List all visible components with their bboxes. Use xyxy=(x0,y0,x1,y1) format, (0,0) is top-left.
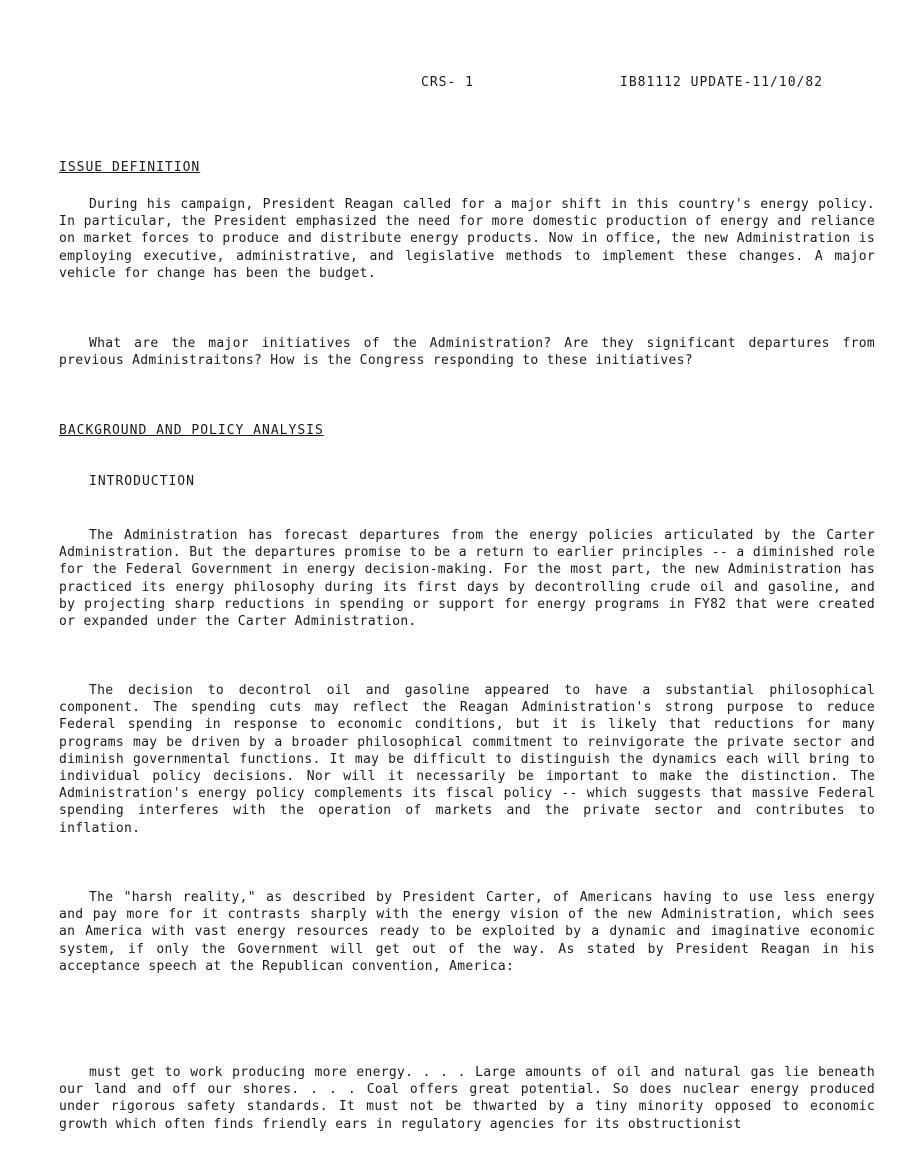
introduction-paragraph-3: The "harsh reality," as described by President Carter, of Americans having to use less energy and pay more for it contrasts sharply with the energy vision of the new Administration, which sees an America with vast energy resources ready to be exploited by a dynamic and imaginative economic system, if only the Government will get out of the way. As stated by President Reagan in his acceptance speech at the Republican convention, America: xyxy=(59,890,875,974)
introduction-paragraph-1: The Administration has forecast departures from the energy policies articulated by the Carter Administration. But the departures promise to be a return to earlier principles -- a diminished role for the Federal Government in energy decision-making. For the most part, the new Administration has practiced its energy philosophy during its first days by decontrolling crude oil and gasoline, and by projecting sharp reductions in spending or support for energy programs in FY82 that were created or expanded under the Carter Administration. xyxy=(59,528,875,630)
issue-definition-paragraph-1: During his campaign, President Reagan called for a major shift in this country's energy policy. In particular, the President emphasized the need for more domestic production of energy and reliance on market forces to produce and distribute energy products. Now in office, the new Administration is employing executive, administrative, and legislative methods to implement these changes. A major vehicle for change has been the budget. xyxy=(59,197,875,281)
issue-definition-paragraph-2: What are the major initiatives of the Administration? Are they significant departures from previous Administraitons? How is the Congress responding to these initiatives? xyxy=(59,336,875,369)
reagan-quote-paragraph: must get to work producing more energy. . . . Large amounts of oil and natural gas lie beneath our land and off our shores. . . . Coal offers great potential. So does nuclear energy produced under rigorous safety standards. It must not be thwarted by a tiny minority opposed to economic growth which often finds friendly ears in regulatory agencies for its obstructionist xyxy=(59,1065,875,1132)
introduction-paragraph-2: The decision to decontrol oil and gasoline appeared to have a substantial philosophical component. The spending cuts may reflect the Reagan Administration's strong purpose to reduce Federal spending in response to economic conditions, but it is likely that reductions for many programs may be driven by a broader philosophical commitment to reinvigorate the private sector and diminish governmental functions. It may be difficult to distinguish the dynamics each will bring to individual policy decisions. Nor will it necessarily be important to make the distinction. The Administration's energy policy complements its fiscal policy -- which suggests that massive Federal spending interferes with the operation of markets and the private sector and contributes to inflation. xyxy=(59,683,875,836)
page-header xyxy=(0,75,920,93)
issue-update-label: IB81112 UPDATE-11/10/82 xyxy=(620,75,824,90)
issue-definition-heading: ISSUE DEFINITION xyxy=(59,160,201,175)
introduction-subheading: INTRODUCTION xyxy=(89,474,195,489)
page-label: CRS- 1 xyxy=(421,75,474,90)
background-heading: BACKGROUND AND POLICY ANALYSIS xyxy=(59,423,324,438)
